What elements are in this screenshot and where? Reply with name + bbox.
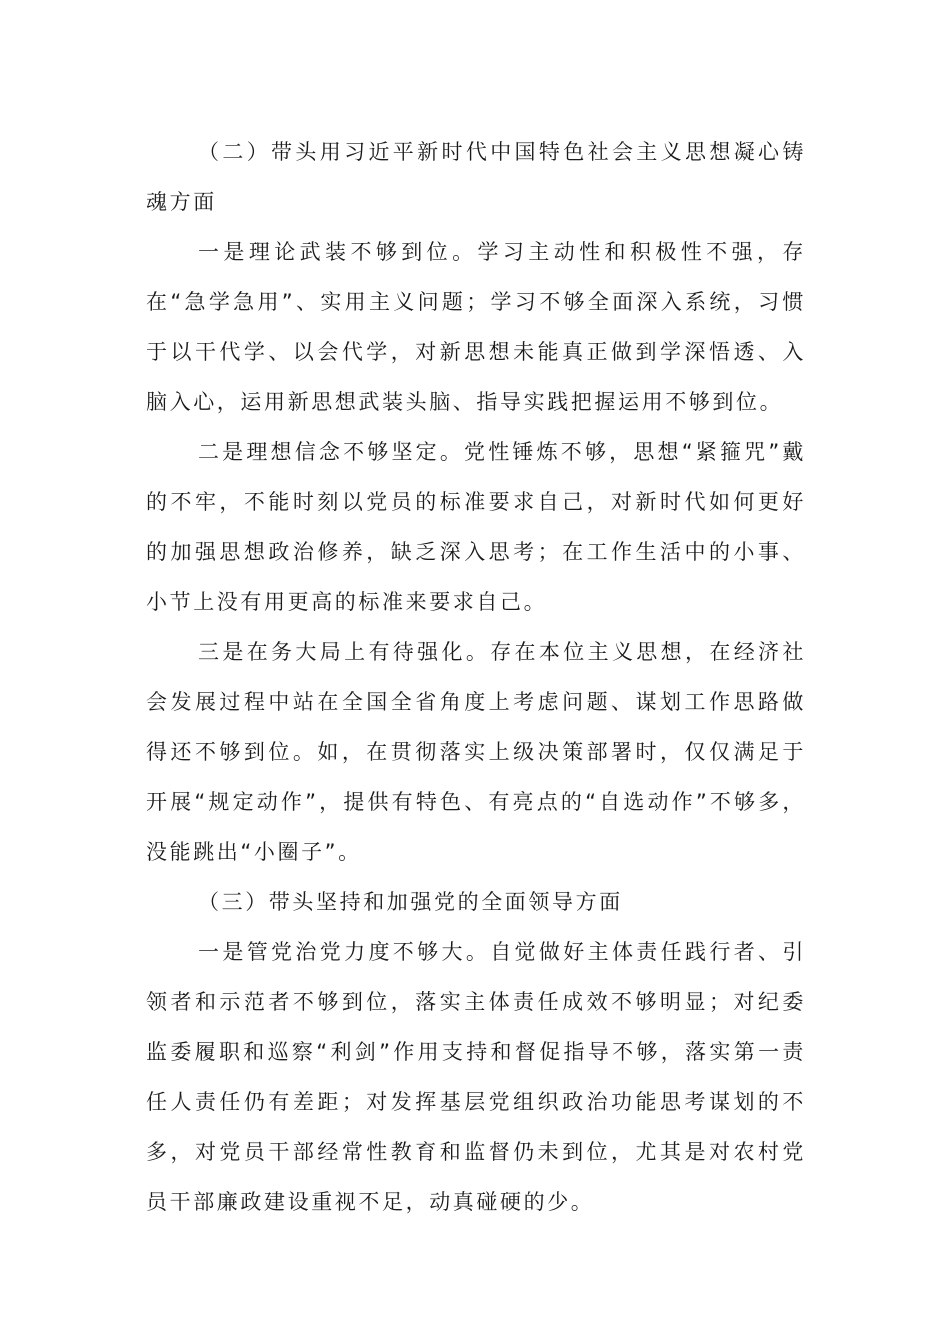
section-heading-3: （三）带头坚持和加强党的全面领导方面: [198, 890, 623, 914]
section-heading-2: （二）带头用习近平新时代中国特色社会主义思想凝心铸魂方面: [146, 140, 806, 214]
paragraph-party-governance: 一是管党治党力度不够大。自觉做好主体责任践行者、引领者和示范者不够到位，落实主体责任成效不够明显；对纪委监委履职和巡察“利剑”作用支持和督促指导不够，落实第一责任人责任仍有差距；对发挥基层党组织政治功能思考谋划的不多，对党员干部经常性教育和监督仍未到位，尤其是对农村党员干部廉政建设重视不足，动真碰硬的少。: [146, 940, 806, 1214]
document-page: [146, 127, 806, 1227]
paragraph-overall-situation: 三是在务大局上有待强化。存在本位主义思想，在经济社会发展过程中站在全国全省角度上考虑问题、谋划工作思路做得还不够到位。如，在贯彻落实上级决策部署时，仅仅满足于开展“规定动作”，提供有特色、有亮点的“自选动作”不够多，没能跳出“小圈子”。: [146, 640, 806, 864]
paragraph-belief: 二是理想信念不够坚定。党性锤炼不够，思想“紧箍咒”戴的不牢，不能时刻以党员的标准要求自己，对新时代如何更好的加强思想政治修养，缺乏深入思考；在工作生活中的小事、小节上没有用更高的标准来要求自己。: [146, 440, 806, 614]
paragraph-theory: 一是理论武装不够到位。学习主动性和积极性不强，存在“急学急用”、实用主义问题；学习不够全面深入系统，习惯于以干代学、以会代学，对新思想未能真正做到学深悟透、入脑入心，运用新思想武装头脑、指导实践把握运用不够到位。: [146, 240, 806, 414]
